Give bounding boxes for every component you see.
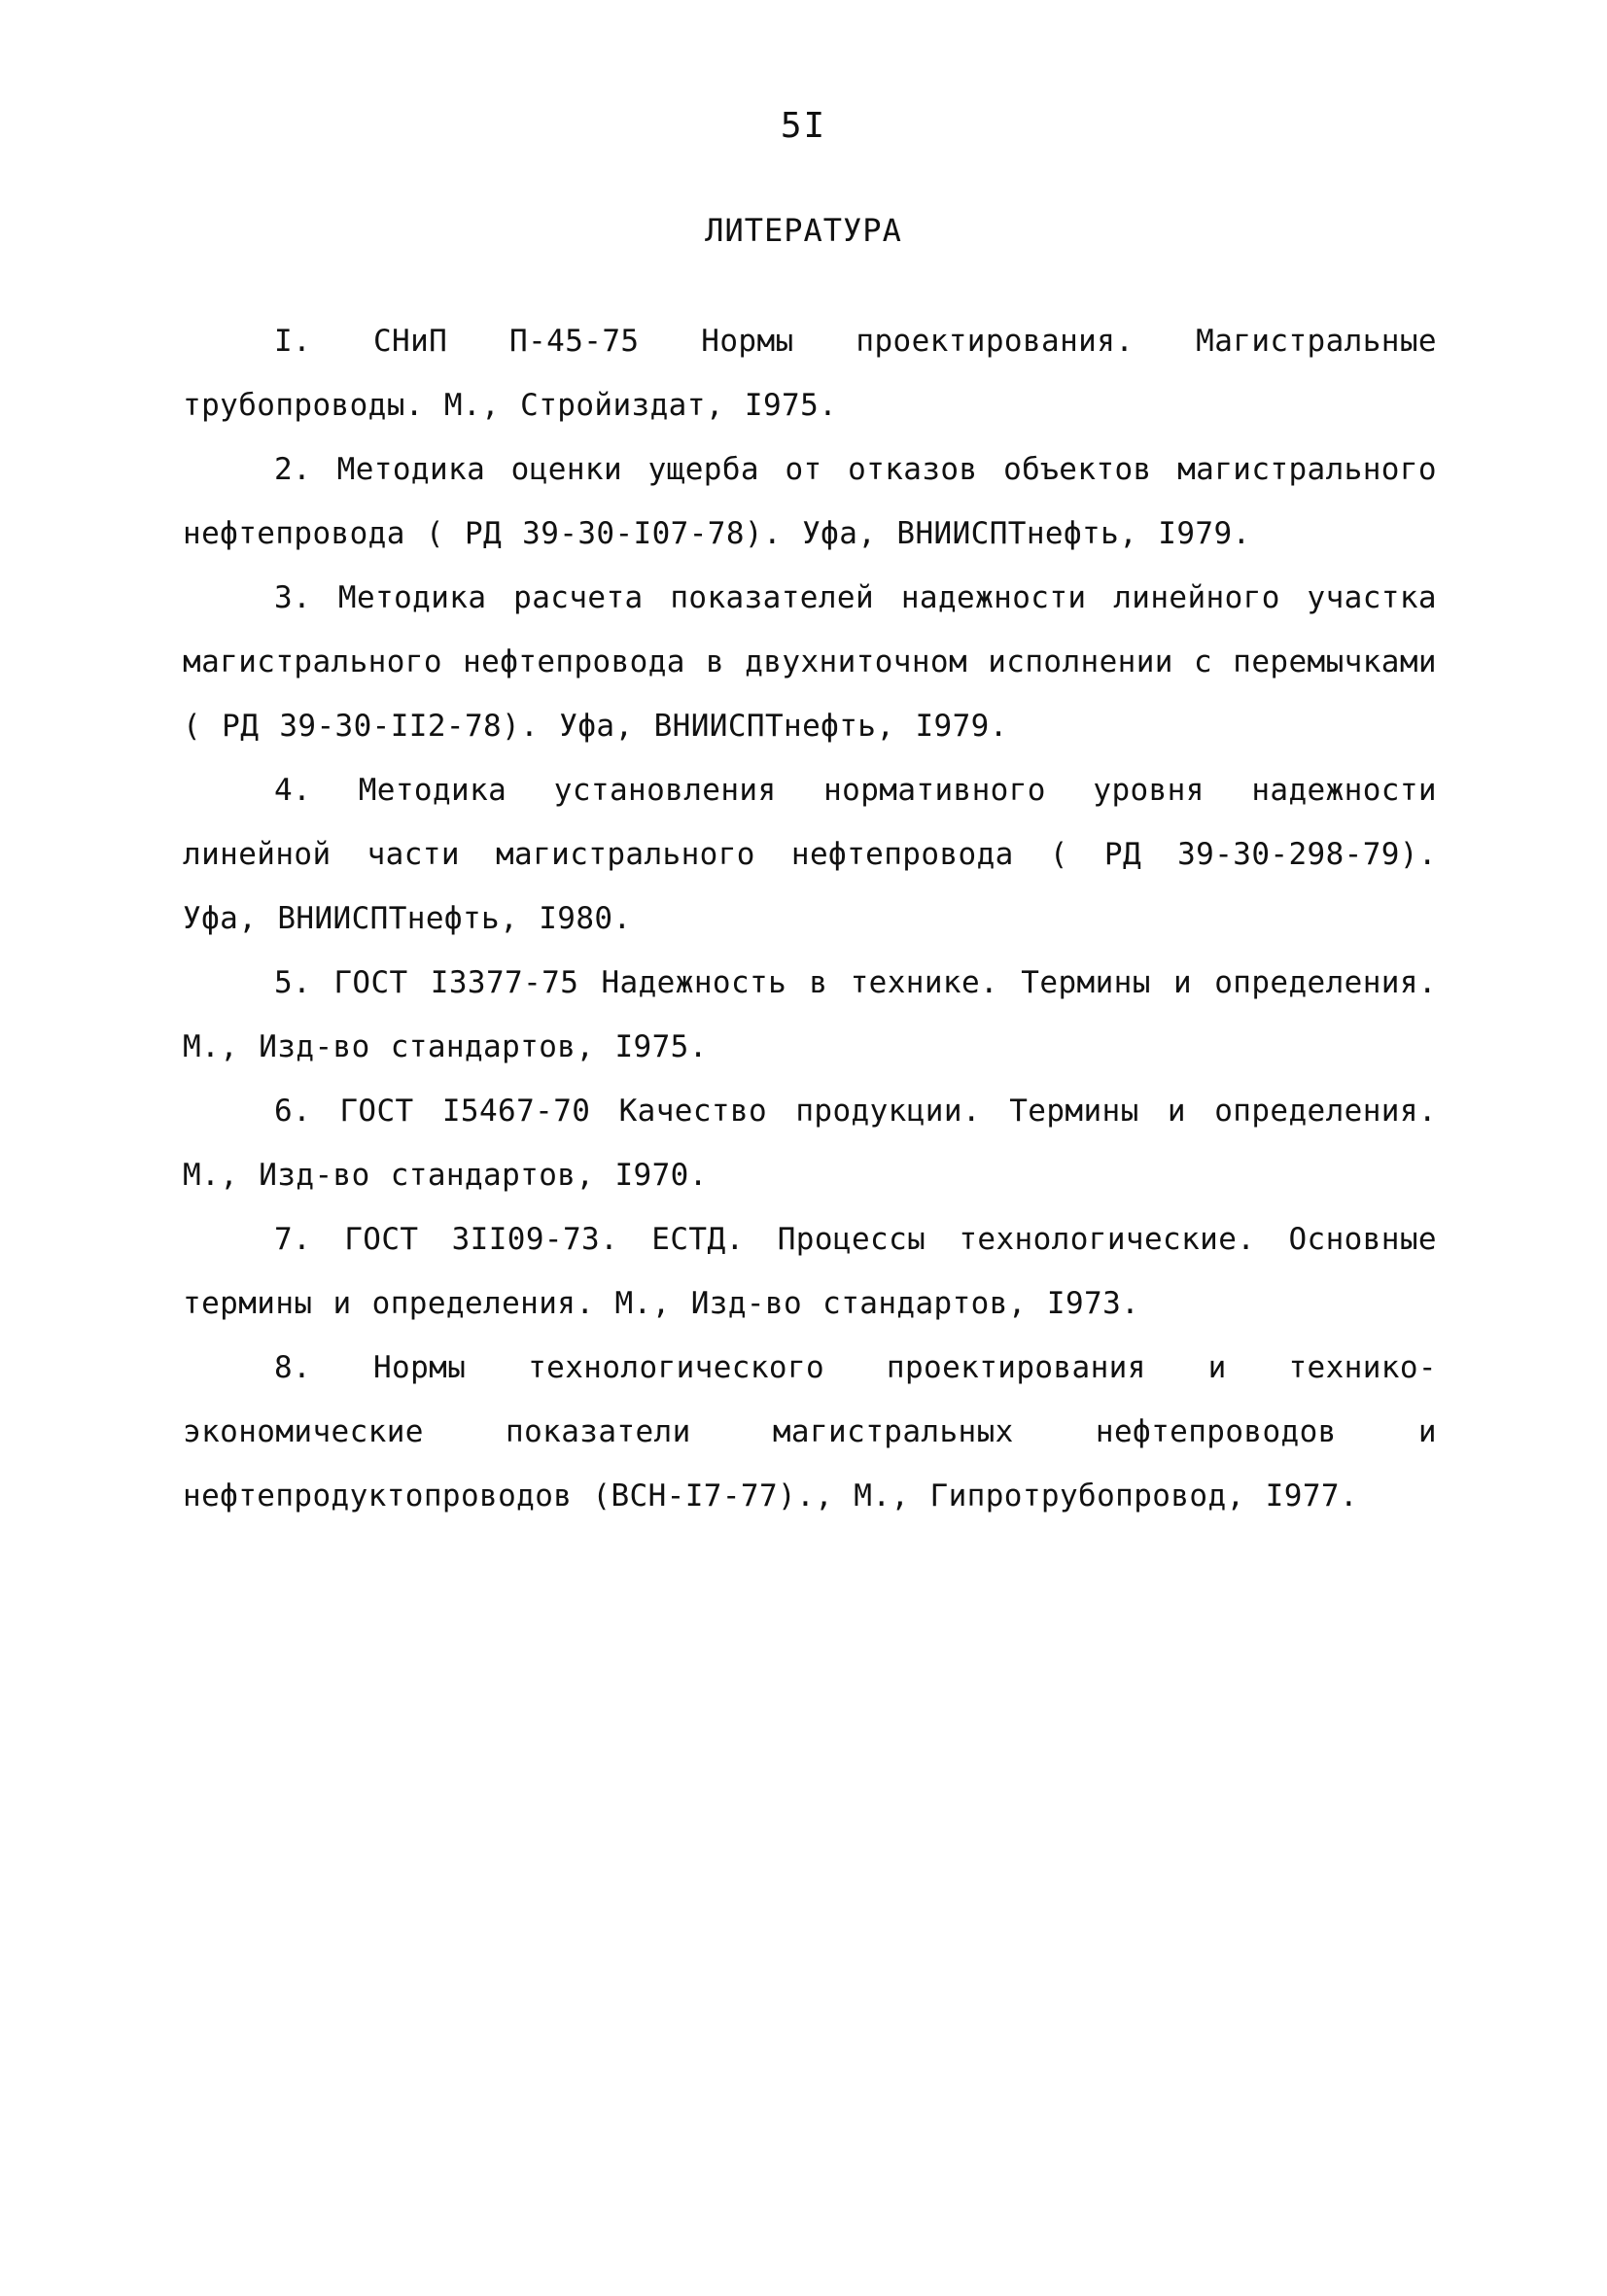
page-title: ЛИТЕРАТУРА [705, 212, 902, 249]
reference-item: 2. Методика оценки ущерба от отказов объектов магистрального нефтепровода ( РД 39-30-I07-78). Уфа, ВНИИСПТнефть, I979. [183, 452, 1437, 551]
reference-item: 6. ГОСТ I5467-70 Качество продукции. Термины и определения. М., Изд-во стандартов, I970. [183, 1094, 1437, 1193]
reference-item: 7. ГОСТ 3II09-73. ЕСТД. Процессы технологические. Основные термины и определения. М., Изд-во стандартов, I973. [183, 1222, 1437, 1321]
reference-item: 8. Нормы технологического проектирования и технико-экономические показатели магистральных нефтепроводов и нефтепродуктопроводов (ВСН-I7-77)., М., Гипротрубопровод, I977. [183, 1350, 1437, 1513]
reference-item: 3. Методика расчета показателей надежности линейного участка магистрального нефтепровода в двухниточном исполнении с перемычками ( РД 39-30-II2-78). Уфа, ВНИИСПТнефть, I979. [183, 580, 1437, 744]
reference-item: 4. Методика установления нормативного уровня надежности линейной части магистрального нефтепровода ( РД 39-30-298-79). Уфа, ВНИИСПТнефть, I980. [183, 773, 1437, 936]
reference-item: I. СНиП П-45-75 Нормы проектирования. Магистральные трубопроводы. М., Стройиздат, I975. [183, 324, 1437, 423]
page-number: 5I [780, 106, 827, 146]
reference-item: 5. ГОСТ I3377-75 Надежность в технике. Термины и определения. М., Изд-во стандартов, I975. [183, 965, 1437, 1064]
reference-list [183, 309, 1437, 1528]
